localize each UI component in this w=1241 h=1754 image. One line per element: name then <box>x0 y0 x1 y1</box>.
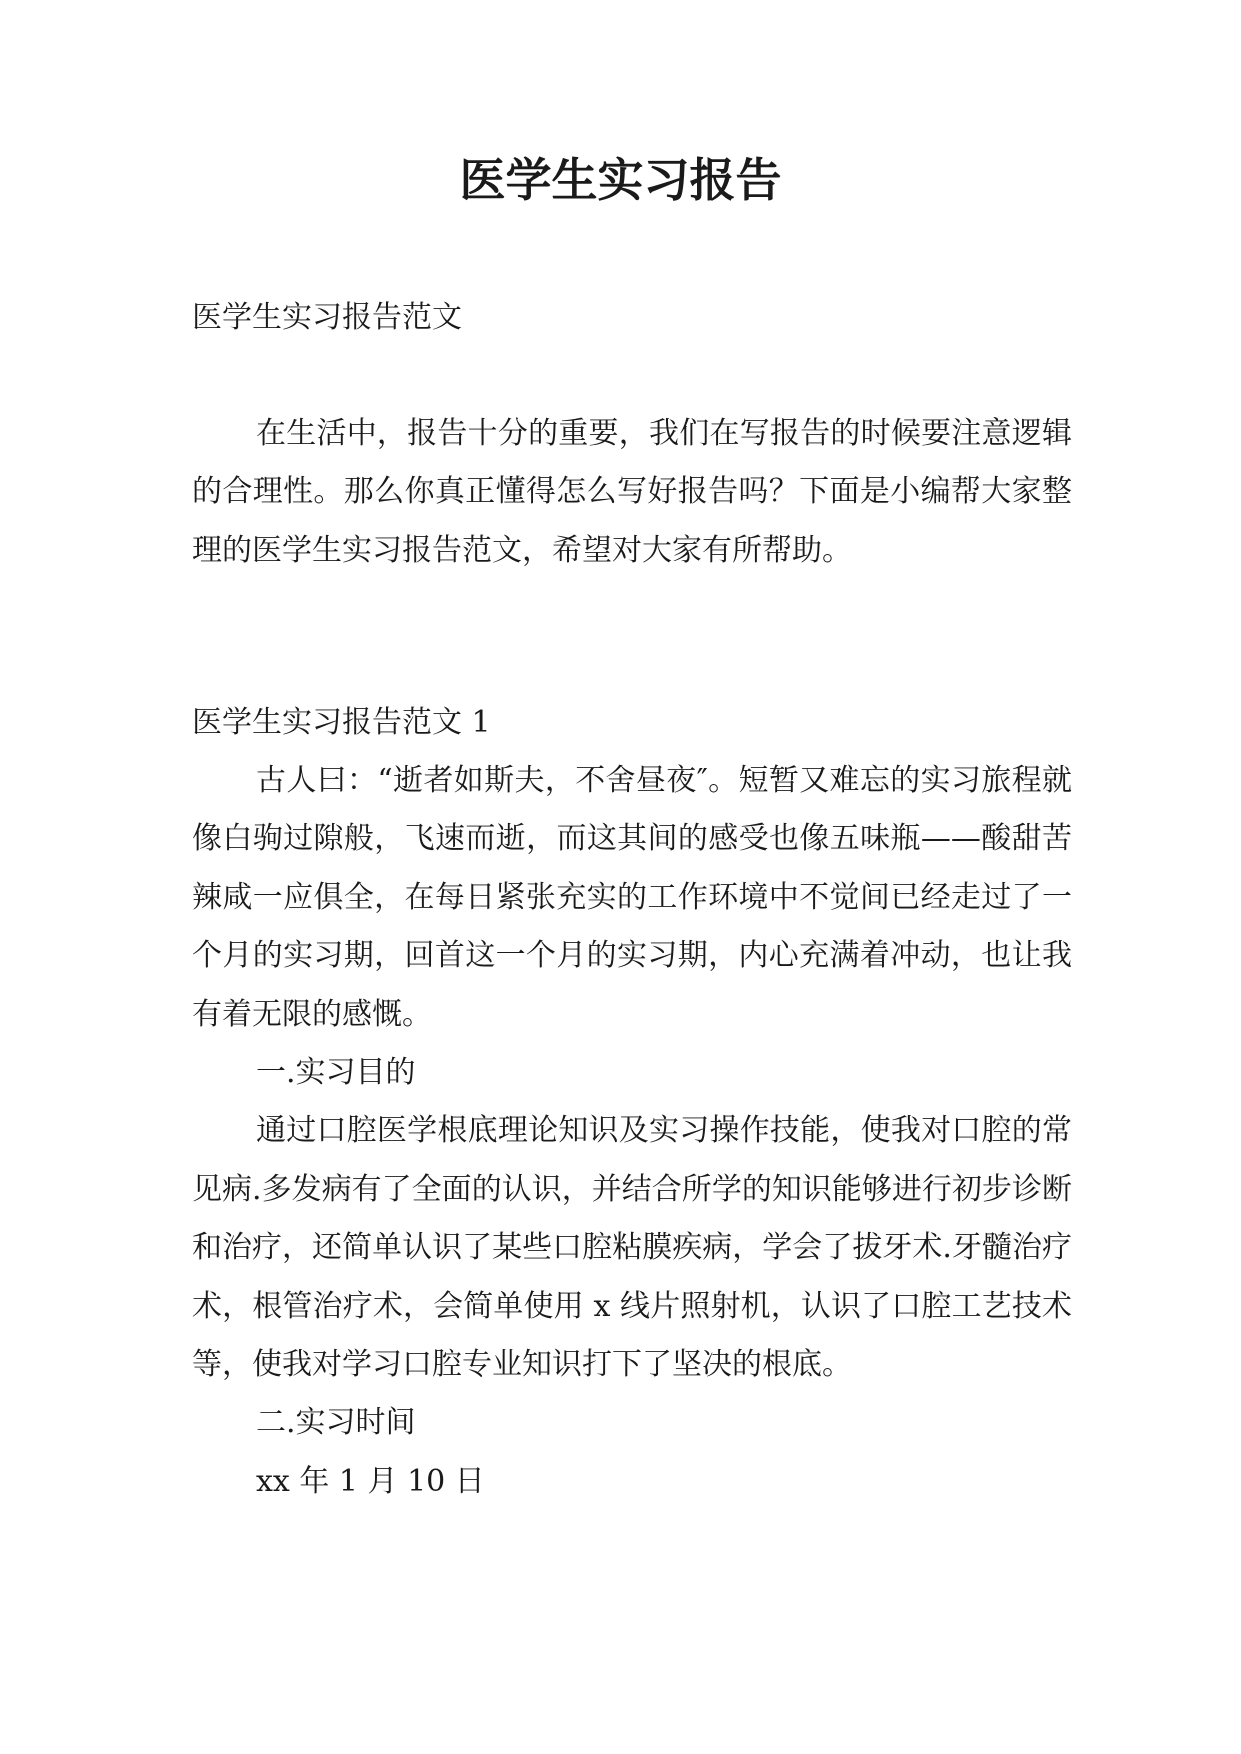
document-title: 医学生实习报告 <box>459 153 782 207</box>
heading-time: 二.实习时间 <box>256 1405 416 1441</box>
date-line: xx 年 1 月 10 日 <box>256 1463 485 1499</box>
heading-objective: 一.实习目的 <box>256 1055 416 1091</box>
document-subtitle: 医学生实习报告范文 <box>192 300 462 335</box>
section-title: 医学生实习报告范文 1 <box>192 705 491 740</box>
body-paragraph: 古人曰：“逝者如斯夫，不舍昼夜″。短暂又难忘的实习旅程就像白驹过隙般，飞速而逝，而这其间的感受也像五味瓶——酸甜苦辣咸一应俱全，在每日紧张充实的工作环境中不觉间已经走过了一个月的实习期，回首这一个月的实习期，内心充满着冲动，也让我有着无限的感慨。 <box>192 763 1072 1032</box>
intro-paragraph: 在生活中，报告十分的重要，我们在写报告的时候要注意逻辑的合理性。那么你真正懂得怎么写好报告吗？下面是小编帮大家整理的医学生实习报告范文，希望对大家有所帮助。 <box>192 416 1072 568</box>
body-paragraph: 通过口腔医学根底理论知识及实习操作技能，使我对口腔的常见病.多发病有了全面的认识，并结合所学的知识能够进行初步诊断和治疗，还简单认识了某些口腔粘膜疾病，学会了拔牙术.牙髓治疗术，根管治疗术，会简单使用 x 线片照射机，认识了口腔工艺技术等，使我对学习口腔专业知识打下了坚决的根底。 <box>192 1113 1072 1383</box>
section-content <box>192 752 1072 1511</box>
